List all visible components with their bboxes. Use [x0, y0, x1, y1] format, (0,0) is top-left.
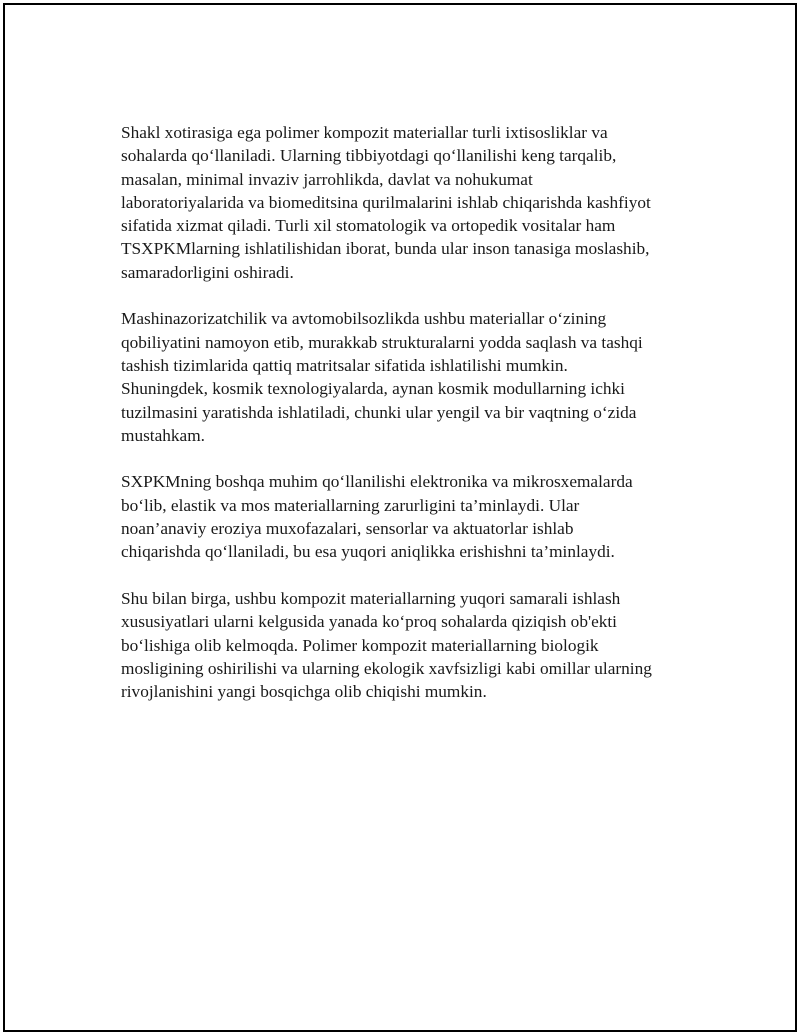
- paragraph-1: [121, 121, 701, 284]
- text-line: mustahkam.: [121, 425, 205, 445]
- text-line: bo‘lishiga olib kelmoqda. Polimer kompozit materiallarning biologik: [121, 635, 599, 655]
- text-line: Shakl xotirasiga ega polimer kompozit materiallar turli ixtisosliklar va: [121, 123, 608, 142]
- text-line: tuzilmasini yaratishda ishlatiladi, chunki ular yengil va bir vaqtning o‘zida: [121, 402, 637, 422]
- text-line: bo‘lib, elastik va mos materiallarning zarurligini ta’minlaydi. Ular: [121, 495, 580, 515]
- text-line: SXPKMning boshqa muhim qo‘llanilishi elektronika va mikrosxemalarda: [121, 472, 633, 492]
- text-line: samaradorligini oshiradi.: [121, 262, 294, 282]
- text-line: noan’anaviy eroziya muxofazalari, sensorlar va aktuatorlar ishlab: [121, 519, 574, 539]
- paragraph-4: [121, 587, 701, 703]
- text-line: chiqarishda qo‘llaniladi, bu esa yuqori aniqlikka erishishni ta’minlaydi.: [121, 542, 615, 562]
- text-line: Mashinazorizatchilik va avtomobilsozlikda ushbu materiallar o‘zining: [121, 309, 607, 329]
- text-line: mosligining oshirilishi va ularning ekologik xavfsizligi kabi omillar ularning: [121, 658, 652, 678]
- text-line: Shuningdek, kosmik texnologiyalarda, aynan kosmik modullarning ichki: [121, 379, 625, 399]
- paragraph-3: [121, 470, 701, 563]
- document-body: [121, 121, 701, 727]
- text-line: rivojlanishini yangi bosqichga olib chiqishi mumkin.: [121, 682, 487, 702]
- text-line: sifatida xizmat qiladi. Turli xil stomatologik va ortopedik vositalar ham: [121, 216, 616, 236]
- text-line: tashish tizimlarida qattiq matritsalar sifatida ishlatilishi mumkin.: [121, 355, 568, 375]
- page-frame: [3, 3, 797, 1032]
- text-line: Shu bilan birga, ushbu kompozit materiallarning yuqori samarali ishlash: [121, 588, 621, 608]
- text-line: masalan, minimal invaziv jarrohlikda, davlat va nohukumat: [121, 169, 533, 189]
- text-line: sohalarda qo‘llaniladi. Ularning tibbiyotdagi qo‘llanilishi keng tarqalib,: [121, 146, 617, 166]
- text-line: TSXPKMlarning ishlatilishidan iborat, bunda ular inson tanasiga moslashib,: [121, 239, 650, 259]
- paragraph-2: [121, 307, 701, 447]
- text-line: qobiliyatini namoyon etib, murakkab strukturalarni yodda saqlash va tashqi: [121, 332, 643, 352]
- text-line: xususiyatlari ularni kelgusida yanada ko‘proq sohalarda qiziqish ob'ekti: [121, 612, 617, 632]
- text-line: laboratoriyalarida va biomeditsina qurilmalarini ishlab chiqarishda kashfiyot: [121, 192, 651, 212]
